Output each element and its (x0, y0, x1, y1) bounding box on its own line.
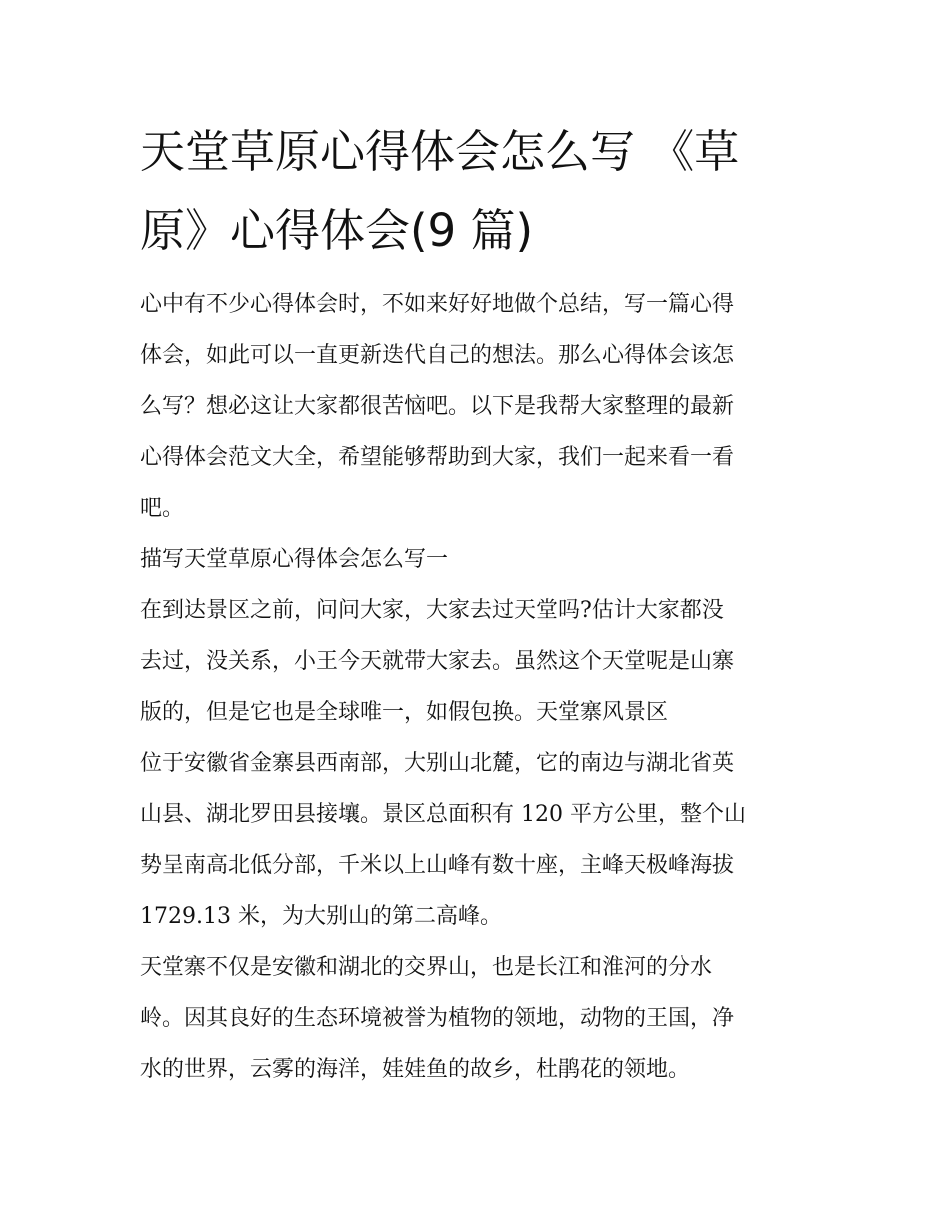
text-line: 势呈南高北低分部，千米以上山峰有数十座，主峰天极峰海拔 (140, 853, 735, 878)
text-line: 吧。 (140, 496, 185, 521)
text-line: 山县、湖北罗田县接壤。景区总面积有 120 平方公里，整个山 (140, 802, 746, 827)
text-line: 在到达景区之前，问问大家，大家去过天堂吗?估计大家都没 (140, 598, 724, 623)
body-paragraph-1 (140, 585, 812, 738)
body-paragraph-3 (140, 942, 812, 1095)
text-line: 版的，但是它也是全球唯一，如假包换。天堂寨风景区 (140, 700, 669, 725)
text-line: 水的世界，云雾的海洋，娃娃鱼的故乡，杜鹃花的领地。 (140, 1057, 691, 1082)
title-line: 原》心得体会(9 篇) (140, 204, 534, 257)
title-line: 天堂草原心得体会怎么写 《草 (140, 125, 740, 178)
text-line: 位于安徽省金寨县西南部，大别山北麓，它的南边与湖北省英 (140, 751, 735, 776)
body-paragraph-2 (140, 738, 812, 942)
document-page (140, 112, 812, 1095)
text-line: 去过，没关系，小王今天就带大家去。虽然这个天堂呢是山寨 (140, 649, 735, 674)
text-line: 么写？想必这让大家都很苦恼吧。以下是我帮大家整理的最新 (140, 394, 735, 419)
text-line: 1729.13 米，为大别山的第二高峰。 (140, 904, 502, 929)
document-title (140, 112, 812, 270)
text-line: 体会，如此可以一直更新迭代自己的想法。那么心得体会该怎 (140, 343, 735, 368)
section-heading: 描写天堂草原心得体会怎么写一 (140, 547, 449, 572)
text-line: 心中有不少心得体会时，不如来好好地做个总结，写一篇心得 (140, 292, 735, 317)
text-line: 天堂寨不仅是安徽和湖北的交界山，也是长江和淮河的分水 (140, 955, 713, 980)
text-line: 心得体会范文大全，希望能够帮助到大家，我们一起来看一看 (140, 445, 735, 470)
text-line: 岭。因其良好的生态环境被誉为植物的领地，动物的王国，净 (140, 1006, 735, 1031)
intro-paragraph (140, 279, 812, 534)
